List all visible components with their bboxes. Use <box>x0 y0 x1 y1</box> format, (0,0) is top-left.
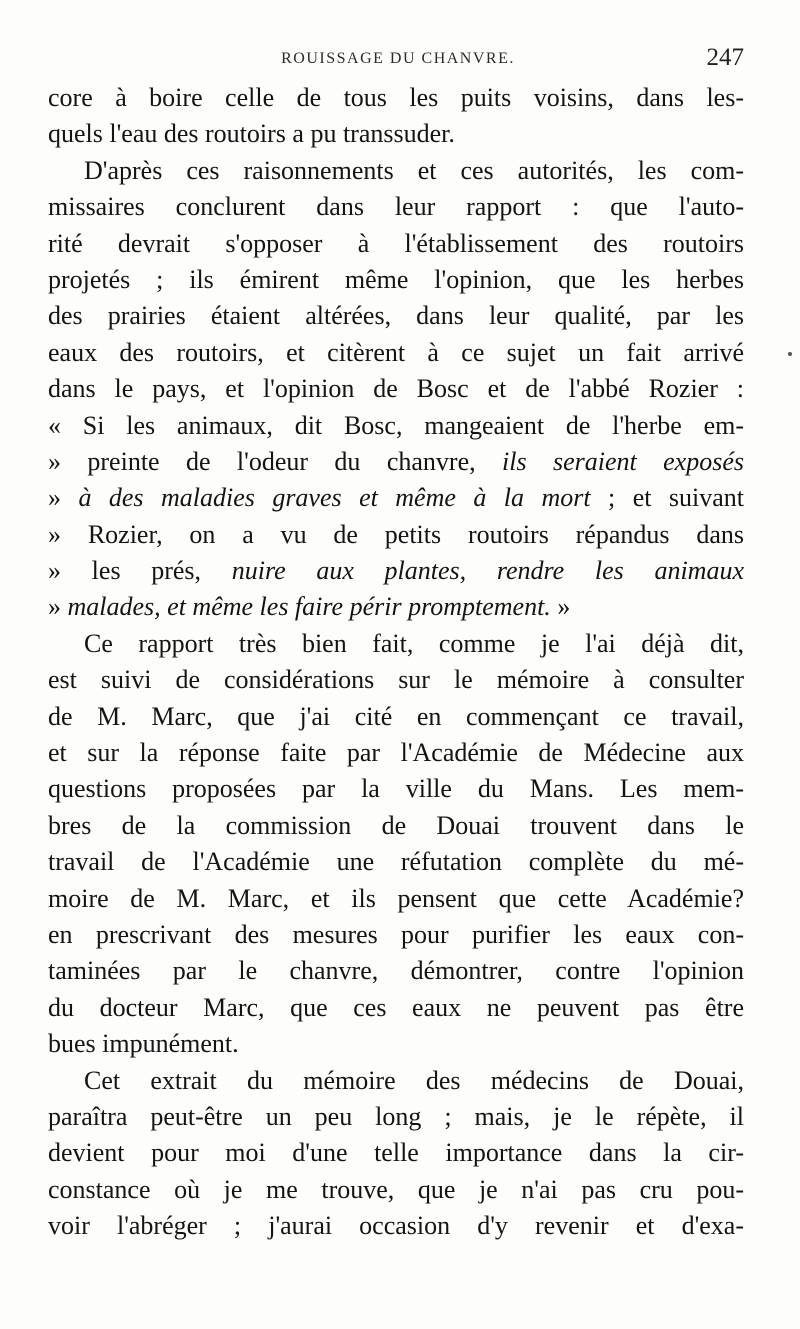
quote-italic-text: ils seraient exposés <box>502 446 744 476</box>
quote-italic-text: malades, et même les faire périr promptement. <box>67 592 551 622</box>
text-line: eaux des routoirs, et citèrent à ce sujet un fait arrivé <box>48 337 744 367</box>
text-line: constance où je me trouve, que je n'ai pas cru pou- <box>48 1174 744 1204</box>
text-line: missaires conclurent dans leur rapport : que l'auto- <box>48 192 744 222</box>
quote-italic-text: nuire aux plantes, rendre les animaux <box>231 556 744 586</box>
text-line: travail de l'Académie une réfutation complète du mé- <box>48 847 744 877</box>
quote-line <box>48 553 744 589</box>
text-line: de M. Marc, que j'ai cité en commençant ce travail, <box>48 701 744 731</box>
text-line: questions proposées par la ville du Mans. Les mem- <box>48 774 744 804</box>
text-line: bues impunément. <box>48 1029 239 1059</box>
paragraph-first-line: Cet extrait du mémoire des médecins de Douai, <box>84 1065 744 1095</box>
quote-text: » <box>550 592 571 622</box>
quote-line <box>48 480 744 516</box>
text-line: devient pour moi d'une telle importance dans la cir- <box>48 1138 744 1168</box>
text-line: taminées par le chanvre, démontrer, contre l'opinion <box>48 956 744 986</box>
quote-text: » les prés, <box>48 556 232 586</box>
paragraph-first-line: D'après ces raisonnements et ces autorités, les com- <box>84 155 744 185</box>
quote-line: « Si les animaux, dit Bosc, mangeaient de l'herbe em- <box>48 410 744 440</box>
quote-italic-text: à des maladies graves et même à la mort <box>78 483 591 513</box>
text-line: du docteur Marc, que ces eaux ne peuvent pas être <box>48 992 744 1022</box>
page-header <box>48 44 748 74</box>
quote-text: » <box>48 483 79 513</box>
quote-text: » preinte de l'odeur du chanvre, <box>48 446 503 476</box>
text-line: moire de M. Marc, et ils pensent que cette Académie? <box>48 883 744 913</box>
text-line: rité devrait s'opposer à l'établissement des routoirs <box>48 228 744 258</box>
quote-line <box>48 589 744 625</box>
text-line: quels l'eau des routoirs a pu transsuder. <box>48 119 455 149</box>
text-line: paraîtra peut-être un peu long ; mais, je le répète, il <box>48 1101 744 1131</box>
quote-line: » Rozier, on a vu de petits routoirs répandus dans <box>48 519 744 549</box>
text-line: core à boire celle de tous les puits voisins, dans les- <box>48 83 744 112</box>
paragraph-first-line: Ce rapport très bien fait, comme je l'ai déjà dit, <box>84 628 744 658</box>
text-line: est suivi de considérations sur le mémoire à consulter <box>48 665 744 695</box>
text-line: projetés ; ils émirent même l'opinion, que les herbes <box>48 264 744 294</box>
text-line: bres de la commission de Douai trouvent dans le <box>48 810 744 840</box>
page-body <box>48 80 744 1245</box>
quote-line <box>48 444 744 480</box>
quote-text: » <box>48 592 68 622</box>
running-head: ROUISSAGE DU CHANVRE. <box>281 50 515 67</box>
text-line: voir l'abréger ; j'aurai occasion d'y revenir et d'exa- <box>48 1211 744 1241</box>
quote-text: ; et suivant <box>590 483 744 513</box>
text-line: et sur la réponse faite par l'Académie de Médecine aux <box>48 738 744 768</box>
page-number: 247 <box>706 44 744 71</box>
text-line: dans le pays, et l'opinion de Bosc et de l'abbé Rozier : <box>48 374 744 404</box>
text-line: des prairies étaient altérées, dans leur qualité, par les <box>48 301 744 331</box>
edge-speck <box>788 352 792 356</box>
text-line: en prescrivant des mesures pour purifier les eaux con- <box>48 919 744 949</box>
